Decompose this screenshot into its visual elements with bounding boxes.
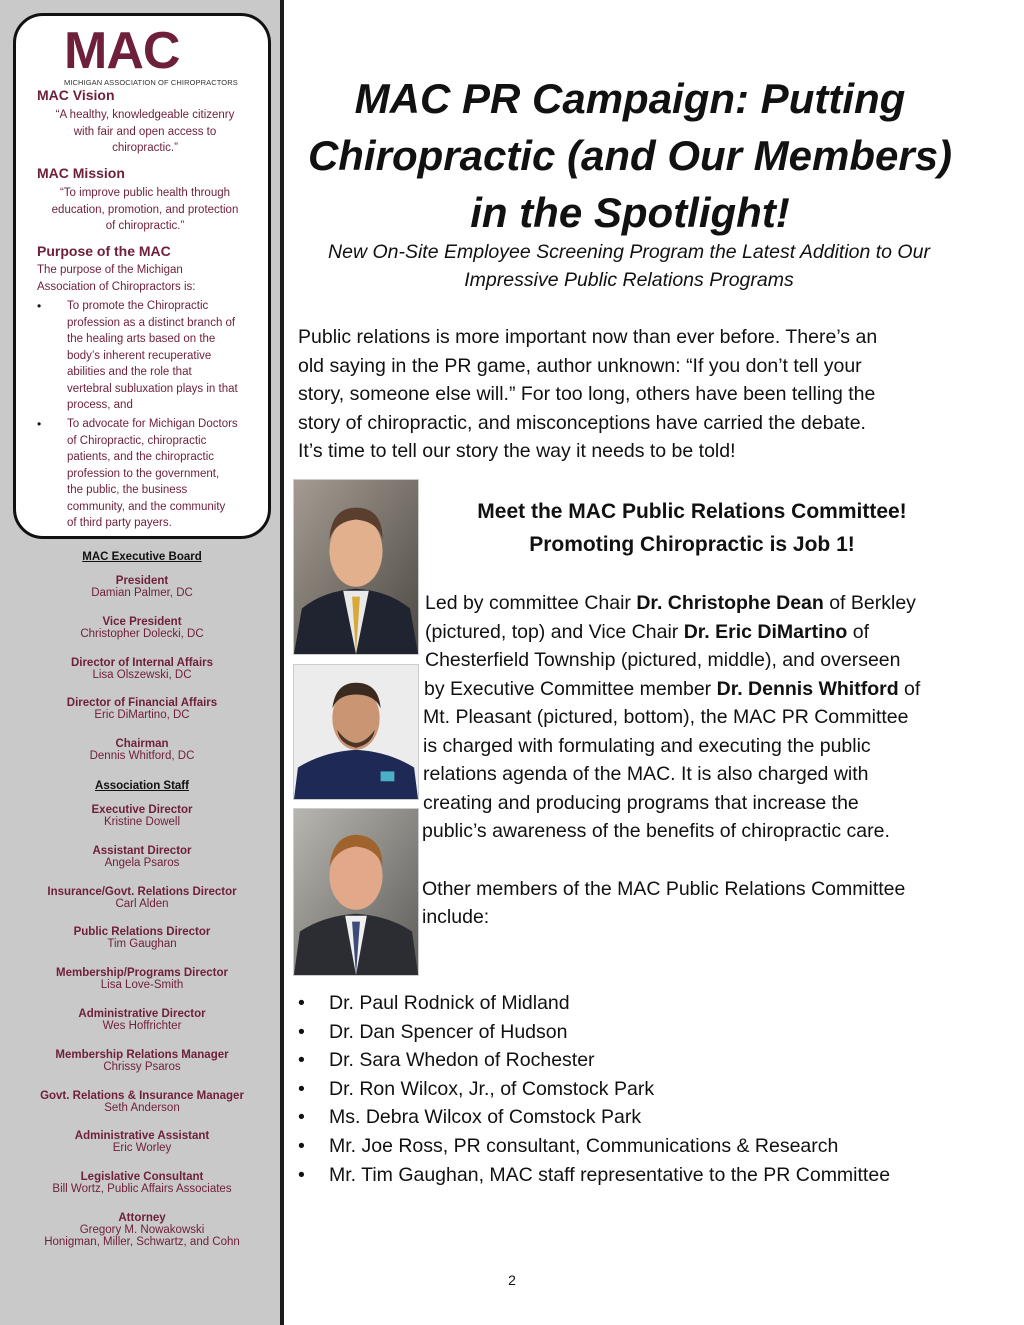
board-entry — [0, 1049, 284, 1073]
person-name: Damian Palmer, DC — [91, 587, 193, 599]
board-entry — [0, 1008, 284, 1032]
body-line: Other members of the MAC Public Relations Committee — [422, 878, 906, 900]
board-entry — [0, 616, 284, 640]
logo-subtitle: MICHIGAN ASSOCIATION OF CHIROPRACTORS — [64, 78, 238, 87]
mission-card: MAC MICHIGAN ASSOCIATION OF CHIROPRACTORS MAC Vision “A healthy, knowledgeable citizenry with fair and open access to chiropractic.” MAC Mission “To improve public health through education, promotion, and protection of chiropractic.” Purpose of the MAC The purpose of the Michigan Association of Chiropractors is: • To promote the Chiropractic profession as a distinct branch of the healing arts based on the body’s inherent recuperative abilities and the role that vertebral subluxation plays in that process, and • To advocate for Michigan Doctors of Chiropractic, chiropractic patients, and the chiropractic profession to the government, the public, the business community, and the community of third party payers. — [13, 13, 271, 539]
committee-heading: Meet the MAC Public Relations Committee! Promoting Chiropractic is Job 1! — [477, 500, 907, 556]
role-title: Director of Financial Affairs — [66, 697, 218, 710]
role-title: Public Relations Director — [73, 926, 211, 939]
body-line: public’s awareness of the benefits of chiropractic care. — [422, 820, 890, 842]
board-entry — [0, 1130, 284, 1154]
board-entry — [0, 575, 284, 599]
person-name: Lisa Olszewski, DC — [92, 668, 192, 681]
board-entry — [0, 804, 284, 828]
board-entry — [0, 926, 284, 950]
purpose-heading: Purpose of the MAC — [37, 243, 171, 259]
person-name: Christopher Dolecki, DC — [80, 627, 204, 640]
person-name: Lisa Love-Smith — [100, 979, 184, 992]
photo-committee-chair — [293, 479, 419, 655]
role-title: Vice President — [102, 615, 182, 628]
page-title: MAC PR Campaign: Putting Chiropractic (and Our Members) in the Spotlight! — [307, 75, 953, 236]
person-name: Dennis Whitford, DC — [89, 750, 195, 763]
board-entry — [0, 845, 284, 869]
body-line: relations agenda of the MAC. It is also charged with — [423, 763, 869, 785]
body-line: Led by committee Chair Dr. Christophe Dean of Berkley — [425, 592, 916, 614]
board-entry — [0, 697, 284, 721]
person-name: Eric Worley — [112, 1142, 172, 1155]
mission-heading: MAC Mission — [37, 165, 125, 181]
role-title: Administrative Director — [78, 1008, 206, 1020]
role-title: Director of Internal Affairs — [70, 656, 214, 669]
staff-heading: Association Staff — [95, 780, 189, 792]
body-line: (pictured, top) and Vice Chair Dr. Eric DiMartino of — [425, 621, 870, 643]
person-name: Angela Psaros — [104, 856, 180, 869]
board-entry — [0, 657, 284, 681]
role-title: Membership/Programs Director — [56, 967, 228, 980]
photo-executive-member — [293, 808, 419, 976]
person-name: Carl Alden — [115, 897, 169, 910]
body-line: by Executive Committee member Dr. Dennis Whitford of — [424, 678, 921, 700]
body-line: Mt. Pleasant (pictured, bottom), the MAC PR Committee — [423, 706, 909, 728]
person-name: Chrissy Psaros — [103, 1060, 181, 1073]
person-name: Wes Hoffrichter — [102, 1020, 182, 1032]
page-subtitle: New On-Site Employee Screening Program the Latest Addition to Our Impressive Public Relations Programs — [328, 241, 930, 291]
role-title: Executive Director — [91, 804, 193, 816]
person-name: Bill Wortz, Public Affairs Associates — [52, 1183, 232, 1196]
board-heading: MAC Executive Board — [82, 551, 202, 563]
role-title: Administrative Assistant — [74, 1130, 210, 1143]
person-name: Gregory M. Nowakowski — [79, 1224, 205, 1236]
logo-letters: MAC — [64, 22, 180, 80]
board-entry — [0, 1090, 284, 1114]
person-name: Kristine Dowell — [103, 816, 181, 828]
sidebar — [0, 0, 284, 1325]
body-line: creating and producing programs that increase the — [423, 792, 859, 814]
role-title: Assistant Director — [92, 844, 192, 857]
vision-text: “A healthy, knowledgeable citizenry with fair and open access to chiropractic.” — [55, 109, 235, 154]
person-name: Tim Gaughan — [107, 938, 177, 951]
page-number: 2 — [508, 1272, 516, 1288]
person-name: Eric DiMartino, DC — [94, 709, 190, 722]
board-entry — [0, 1212, 284, 1248]
board-entry — [0, 1171, 284, 1195]
role-title: Govt. Relations & Insurance Manager — [40, 1089, 244, 1102]
purpose-intro: The purpose of the Michigan Association of Chiropractors is: — [37, 264, 196, 293]
body-line: include: — [422, 906, 490, 928]
board-entry — [0, 967, 284, 991]
executive-board — [0, 551, 284, 563]
role-title: Legislative Consultant — [80, 1171, 204, 1184]
role-title: Insurance/Govt. Relations Director — [47, 885, 237, 898]
board-entry — [0, 886, 284, 910]
role-title: Attorney — [118, 1212, 166, 1224]
photo-vice-chair — [293, 664, 419, 800]
mission-text: “To improve public health through education, promotion, and protection of chiropractic.” — [51, 187, 239, 232]
board-entry — [0, 738, 284, 762]
firm-name: Honigman, Miller, Schwartz, and Cohn — [44, 1236, 240, 1248]
vision-heading: MAC Vision — [37, 87, 115, 103]
role-title: President — [115, 575, 169, 587]
body-line: is charged with formulating and executing the public — [423, 735, 871, 757]
body-line: Chesterfield Township (pictured, middle), and overseen — [425, 649, 901, 671]
staff-section — [0, 780, 284, 792]
person-name: Seth Anderson — [104, 1101, 180, 1114]
role-title: Chairman — [115, 738, 169, 751]
intro-paragraph: Public relations is more important now than ever before. There’s an old saying in the PR game, author unknown: “If you don’t tell your story, someone else will.” For too long, others have been telling the story of chiropractic, and misconceptions have carried the debate. It’s time to tell our story the way it needs to be told! — [298, 326, 878, 463]
role-title: Membership Relations Manager — [55, 1048, 229, 1061]
